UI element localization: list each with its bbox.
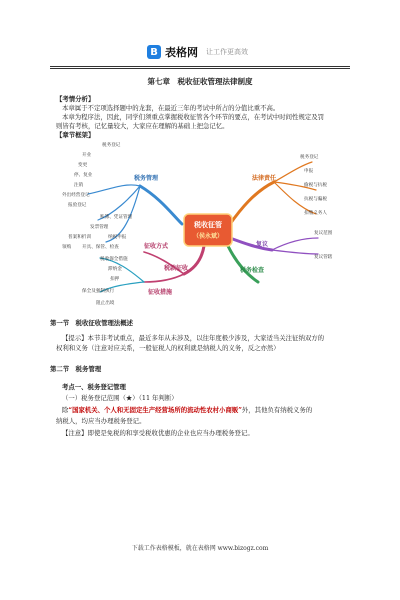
mm-item-outside-reg: 外出经营登记 [62,193,90,198]
center-node-line2: （侯永斌） [192,233,224,240]
mm-measure-enforcement: 保全及强制执行 [82,289,115,294]
section2-title: 第二节 税务管理 [50,365,102,373]
mm-measure-exit-ban: 阻止出境 [96,301,115,306]
mm-measure-seizure: 扣押 [110,277,120,282]
branch-collection-measure: 征收措施 [148,289,173,296]
mm-item-cancel: 注销 [74,183,84,188]
mm-sub-purchase: 领购 [62,245,72,250]
mm-item-inspection-reg: 报验登记 [68,203,87,208]
brand-slogan: 让工作更高效 [206,48,248,56]
branch-line-tax-registration [88,185,140,194]
mm-item-filing: 纳税申报 [108,235,127,240]
branch-line-tax-mgmt [140,186,182,224]
point1-note: 【注意】即使是免税的和享受税收优惠的企业也应当办理税务登记。 [62,429,254,437]
exam-analysis-para-1: 本章属于不定项选择题中的龙套，在最近三年的考试中所占的分值比重不高。 [62,104,280,112]
point1-para-a-post: 外，其他负有纳税义务的 [241,406,313,414]
point1-para-b: 纳税人，均应当办理税务登记。 [56,417,146,425]
mm-legal-refusal: 抗税与骗税 [304,197,327,202]
mm-item-suspend: 停、复业 [74,173,93,178]
branch-line-review-1 [272,238,318,250]
section1-title: 第一节 税收征收管理法概述 [50,319,134,327]
mm-measure-preservation: 税收保全措施 [100,257,128,262]
mm-legal-evasion: 偷税与抗税 [304,183,327,188]
mm-item-invoice: 发票管理 [90,225,109,230]
mm-sub-issue: 开具、保管、检查 [82,245,119,250]
mm-review-jurisdiction: 复议管辖 [314,255,333,260]
point1-sub1: （一）税务登记范围（★）（11 年判断） [62,394,178,402]
branch-tax-mgmt: 税务管理 [134,175,159,182]
chapter-title: 第七章 税收征收管理法律制度 [147,77,253,86]
branch-collection-method: 征收方式 [144,243,169,250]
mind-map [60,134,352,312]
branch-legal-liability: 法律责任 [252,175,277,182]
branch-review: 复议 [256,241,269,248]
branch-collection: 税款征收 [164,265,189,272]
branch-line-review-2 [272,250,318,254]
mm-legal-withholder: 扣缴义务人 [304,211,327,216]
point1-para-a-highlight: “国家机关、个人和无固定生产经营场所的流动性农村小商贩” [68,406,242,414]
point1-para-a-pre: 除 [62,406,69,414]
branch-line-tax-filing [106,186,140,242]
header-rule-top [50,66,350,67]
header-rule-bottom [50,68,350,69]
section1-tip-b: 权利和义务（注意对应关系，一般征税人的权利就是纳税人的义务，反之亦然） [56,344,280,352]
exam-analysis-para-2a: 本章为程序法，因此，同学们须重点掌握税收征管各个环节的要点，在考试中时间性规定及罚 [62,113,325,121]
mm-item-accounts: 账簿、凭证管理 [100,215,133,220]
mm-legal-reg: 税务登记 [300,155,319,160]
mm-item-opening: 开业 [82,153,92,158]
mm-legal-filing: 申报 [304,169,314,174]
page-footer[interactable]: 下载工作表格模板，就在表格网 www.bizogz.com [131,545,269,552]
point1-title: 考点一、税务登记管理 [62,383,126,391]
center-node [184,214,232,246]
center-node-line1: 税收征管 [194,221,222,229]
branch-line-measure [144,274,184,282]
mm-measure-late-fee: 滞纳金 [108,267,122,272]
mm-review-scope: 复议范围 [314,231,333,236]
brand-logo[interactable] [147,44,248,60]
mm-item-change: 变更 [78,163,88,168]
point1-para-a [62,405,312,415]
mm-sub-cases: 普案和折训 [68,235,91,240]
branch-line-inspection [228,246,258,282]
brand-logo-mark: B [147,45,161,59]
exam-analysis-heading: 【考情分析】 [56,95,95,103]
section1-tip-a: 【提示】本节非考试重点，最近多年从未涉及，以往年度极少涉及，大家适当关注征纳双方的 [62,334,325,342]
center-node-box [184,214,232,246]
branch-inspection: 税务检查 [240,267,265,274]
branch-line-legal [230,182,274,224]
brand-name: 表格网 [165,46,198,59]
exam-analysis-para-2b: 则皆有考核，记忆量较大，大家应在理解的基础上把急记忆。 [56,122,229,130]
chapter-framework-heading: 【章节框架】 [56,131,95,139]
mm-item-tax-reg: 税务登记 [102,143,121,148]
